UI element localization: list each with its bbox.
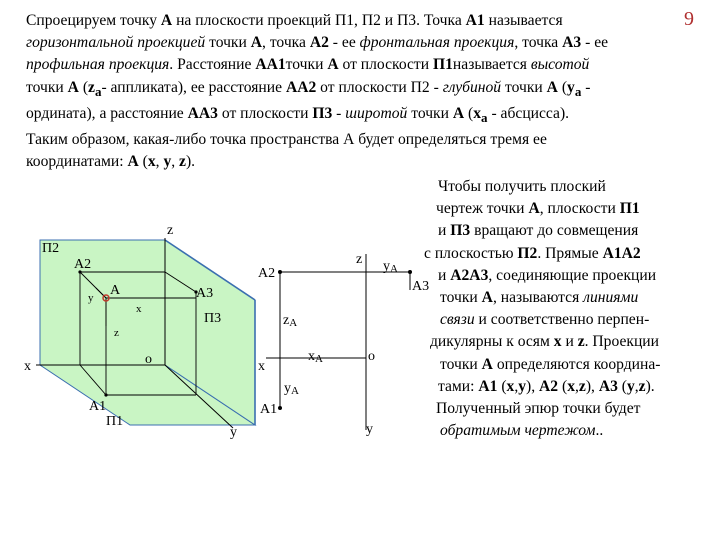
text-run: А2 [539, 377, 559, 395]
text-run: , соединяющие проекции [488, 266, 657, 284]
text-run: П1 [619, 200, 640, 218]
text-run: П2 [517, 244, 538, 262]
text-run: z [638, 377, 646, 395]
side-line-6 [412, 287, 712, 309]
text-run: АА3 [187, 104, 218, 122]
text-run: . Расстояние [169, 56, 256, 74]
text-run: y [163, 153, 172, 171]
text-run: А [127, 153, 139, 171]
text-run: А [250, 34, 263, 52]
label-x-3d: x [24, 359, 31, 374]
text-run: линиями [583, 289, 639, 307]
text-run: , [634, 377, 639, 395]
text-run: А2 [309, 34, 329, 52]
side-line-1 [412, 176, 712, 198]
side-line-5 [412, 265, 712, 287]
text-run: - аппликата), ее расстояние [101, 78, 286, 96]
text-run: А1А2 [602, 244, 641, 262]
text-run: x [506, 377, 515, 395]
epure-label-ya-top: yA [383, 259, 398, 275]
epure-label-z: z [356, 252, 363, 267]
text-run: . Проекции [584, 333, 659, 351]
side-line-8 [412, 331, 712, 353]
text-run: дикулярны к осям [430, 333, 554, 351]
text-run: , плоскости [539, 200, 620, 218]
text-run: Таким образом, какая-либо точка пространства А будет определяться тремя ее [26, 131, 547, 149]
epure-label-a3: А3 [412, 279, 430, 294]
slide-number: 9 [684, 8, 694, 30]
text-run: , [574, 377, 579, 395]
text-run: y [567, 78, 575, 96]
text-run: тами: [438, 377, 479, 395]
text-run: А1 [465, 12, 485, 29]
text-run: ( [497, 377, 507, 395]
side-line-12 [412, 420, 712, 442]
epure-label-a1: А1 [260, 402, 278, 417]
text-run: называется [452, 56, 531, 74]
text-run: x [567, 377, 575, 395]
text-run: и соответственно перпен- [474, 311, 650, 329]
text-run: точки [440, 289, 482, 307]
text-run: П3 [312, 104, 333, 122]
text-run: координатами: [26, 153, 128, 171]
projection-3d [24, 223, 255, 440]
text-run: точки [501, 78, 547, 96]
text-run: z [577, 333, 585, 351]
text-run: от плоскости П2 - [316, 78, 443, 96]
text-run: А [452, 104, 465, 122]
text-run: А [481, 355, 493, 373]
text-run: называется [484, 12, 563, 29]
label-z-3d: z [167, 223, 174, 238]
text-run: А [160, 12, 173, 29]
epure-label-za: zA [283, 313, 298, 329]
side-line-11 [412, 398, 712, 420]
epure-label-y: y [366, 422, 373, 437]
text-run: определяются координа- [492, 355, 661, 373]
plane-p2 [40, 240, 165, 365]
text-run: z [88, 78, 95, 96]
text-run: y [518, 377, 527, 395]
text-run: А3 [598, 377, 618, 395]
text-run: z [179, 153, 186, 171]
text-run: x [147, 153, 156, 171]
text-run: глубиной [442, 78, 502, 96]
text-run: точки [285, 56, 328, 74]
text-run: ( [78, 78, 89, 96]
text-run: - ее [581, 34, 609, 52]
side-line-9 [412, 354, 712, 376]
label-p1: П1 [106, 414, 124, 429]
text-run: - [332, 104, 346, 122]
text-run: - абсцисса). [487, 104, 570, 122]
text-run: А [546, 78, 558, 96]
text-run: . Прямые [537, 244, 603, 262]
text-run: А [528, 200, 540, 218]
text-run: z [578, 377, 586, 395]
label-x-small: x [136, 303, 142, 315]
side-paragraph [412, 176, 712, 442]
side-line-4 [412, 243, 712, 265]
text-run: точки [205, 34, 251, 52]
text-run: П1 [432, 56, 453, 74]
epure-label-x: x [258, 359, 265, 374]
label-y-small: y [88, 292, 94, 304]
text-run: ( [558, 377, 568, 395]
text-run: ( [617, 377, 627, 395]
text-run: с плоскостью [424, 244, 518, 262]
text-run: чертеж точки [436, 200, 529, 218]
text-run: ( [557, 78, 568, 96]
label-a3-3d: А3 [196, 286, 214, 301]
text-run: горизонтальной проекцией [26, 34, 206, 52]
text-run: фронтальная проекция [359, 34, 515, 52]
text-run: , точка [514, 34, 563, 52]
text-run: ). [645, 377, 655, 395]
text-run: ( [138, 153, 148, 171]
text-run: А2А3 [450, 266, 489, 284]
text-run: связи [440, 311, 475, 329]
text-run: , называются [492, 289, 584, 307]
text-run: Полученный эпюр точки будет [436, 400, 641, 418]
label-a2-3d: А2 [74, 257, 92, 272]
text-run: а [94, 83, 102, 99]
label-p3: П3 [204, 311, 222, 326]
text-run: точки [440, 355, 482, 373]
text-run: и [438, 266, 451, 284]
text-run: , [171, 153, 180, 171]
text-run: профильная проекция [26, 56, 170, 74]
side-line-7 [412, 309, 712, 331]
epure-label-a2: А2 [258, 266, 276, 281]
text-run: , точка [262, 34, 310, 52]
text-run: y [626, 377, 635, 395]
text-run: от плоскости [338, 56, 433, 74]
point-a1 [104, 393, 107, 396]
text-run: на плоскости проекций П1, П2 и П3. Точка [172, 12, 466, 29]
epure-label-xa: xA [308, 349, 323, 365]
text-run: - ее [328, 34, 360, 52]
text-run: ). [185, 153, 196, 171]
epure-point-a2 [278, 270, 282, 274]
side-line-3 [412, 220, 712, 242]
text-run: ), [526, 377, 540, 395]
text-run: А [481, 289, 493, 307]
text-run: А1 [478, 377, 498, 395]
text-run: от плоскости [217, 104, 313, 122]
epure-label-ya-bottom: yA [284, 381, 299, 397]
text-run: точки [26, 78, 68, 96]
label-y-3d: y [230, 425, 237, 440]
text-run: - [581, 78, 591, 96]
text-run: а [481, 110, 488, 126]
side-line-10 [412, 376, 712, 398]
text-run: АА1 [255, 56, 286, 74]
text-run: ), [585, 377, 599, 395]
text-run: x [553, 333, 562, 351]
text-run: а [574, 83, 582, 99]
label-a-3d: А [110, 283, 121, 298]
text-run: АА2 [285, 78, 317, 96]
label-o-3d: o [145, 352, 152, 367]
text-run: , [155, 153, 164, 171]
label-z-small: z [114, 327, 119, 339]
text-run: ( [464, 104, 474, 122]
text-run: точки [407, 104, 453, 122]
text-run: и [438, 222, 451, 240]
text-run: А3 [562, 34, 582, 52]
text-run: и [561, 333, 578, 351]
epure-drawing [258, 252, 429, 437]
text-run: А [67, 78, 79, 96]
label-p2: П2 [42, 241, 60, 256]
text-run: , [514, 377, 519, 395]
text-run: П3 [450, 222, 471, 240]
text-run: ордината), а расстояние [26, 104, 188, 122]
side-line-2 [412, 198, 712, 220]
epure-point-a1 [278, 406, 282, 410]
text-run: .. [595, 422, 604, 440]
text-run: высотой [530, 56, 590, 74]
text-run: Чтобы получить плоский [438, 178, 606, 195]
text-run: вращают до совмещения [470, 222, 639, 240]
text-run: широтой [345, 104, 408, 122]
label-a1-3d: А1 [89, 399, 107, 414]
text-run: x [473, 104, 482, 122]
text-run: Спроецируем точку [26, 12, 161, 29]
text-run: А [327, 56, 339, 74]
text-run: обратимым чертежом [440, 422, 596, 440]
epure-label-o: o [368, 349, 375, 364]
